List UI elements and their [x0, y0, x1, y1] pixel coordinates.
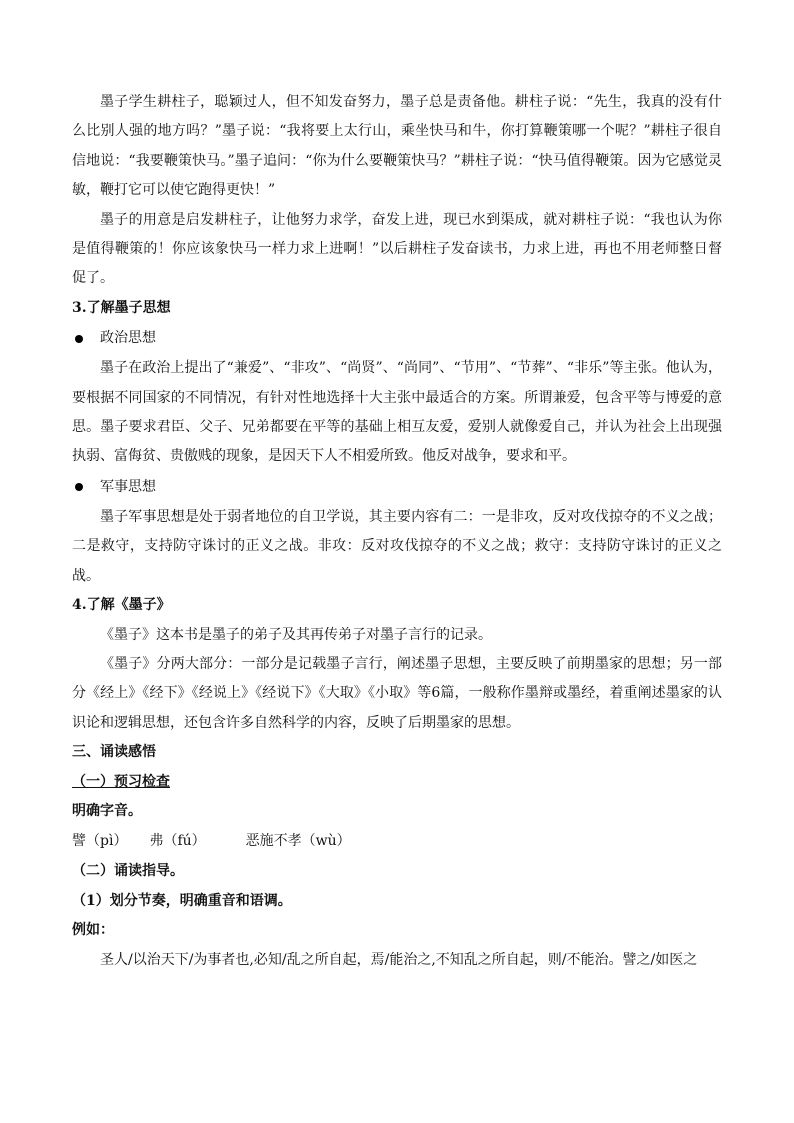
preview-check-heading	[72, 768, 722, 797]
politics-paragraph: 墨子在政治上提出了“兼爱”、“非攻”、“尚贤”、“尚同”、“节用”、“节葬”、“非乐”等主张。他认为，要根据不同国家的不同情况，有针对性地选择十大主张中最适合的方案。所谓兼爱，包含平等与博爱的意思。墨子要求君臣、父子、兄弟都要在平等的基础上相互友爱，爱别人就像爱自己，并认为社会上出现强执弱、富侮贫、贵傲贱的现象，是因天下人不相爱所致。他反对战争，要求和平。	[72, 360, 722, 465]
section-3-heading: 3.了解墨子思想	[72, 299, 171, 316]
pinyin-item: 弗（fú）	[149, 833, 206, 850]
mozi-book-paragraph-1: 《墨子》这本书是墨子的弟子及其再传弟子对墨子言行的记录。	[100, 626, 492, 643]
pinyin-item: 譬（pì）	[72, 833, 128, 850]
story-paragraph-1: 墨子学生耕柱子，聪颖过人，但不知发奋努力，墨子总是责备他。耕柱子说：“先生，我真的没有什么比别人强的地方吗？”墨子说：“我将要上太行山，乘坐快马和牛，你打算鞭策哪一个呢？”耕柱子很自信地说：“我要鞭策快马。”墨子追问：“你为什么要鞭策快马？”耕柱子说：“快马值得鞭策。因为它感觉灵敏，鞭打它可以使它跑得更快！”	[72, 94, 722, 199]
document-page	[72, 88, 722, 975]
bullet-label-politics: 政治思想	[100, 330, 156, 347]
bullet-icon	[75, 483, 83, 491]
preview-check-title: （一）预习检查	[72, 773, 170, 790]
bullet-item-military	[72, 472, 722, 503]
rhythm-heading: （1）划分节奏，明确重音和语调。	[72, 892, 292, 909]
pinyin-item: 恶施不孝（wù）	[245, 833, 351, 850]
part-3-heading: 三、诵读感悟	[72, 744, 156, 761]
example-label: 例如：	[72, 922, 114, 939]
reading-guide-heading: （二）诵读指导。	[72, 863, 184, 880]
example-paragraph: 圣人/以治天下/为事者也,必知/乱之所自起，焉/能治之,不知乱之所自起，则/不能治。譬之/如医之	[100, 951, 698, 968]
bullet-label-military: 军事思想	[100, 478, 156, 495]
mozi-book-paragraph-2: 《墨子》分两大部分：一部分是记载墨子言行，阐述墨子思想，主要反映了前期墨家的思想；另一部分《经上》《经下》《经说上》《经说下》《大取》《小取》等6篇，一般称作墨辩或墨经，着重阐述墨家的认识论和逻辑思想，还包含许多自然科学的内容，反映了后期墨家的思想。	[72, 655, 722, 731]
section-4-heading: 4.了解《墨子》	[72, 597, 171, 614]
pronunciation-heading: 明确字音。	[72, 802, 142, 819]
bullet-item-politics	[72, 323, 722, 354]
bullet-icon	[75, 335, 83, 343]
story-paragraph-2: 墨子的用意是启发耕柱子，让他努力求学，奋发上进，现已水到渠成，就对耕柱子说：“我也认为你是值得鞭策的！你应该象快马一样力求上进啊！”以后耕柱子发奋读书，力求上进，再也不用老师整日督促了。	[72, 211, 722, 287]
military-paragraph: 墨子军事思想是处于弱者地位的自卫学说，其主要内容有二：一是非攻，反对攻伐掠夺的不义之战；二是救守，支持防守诛讨的正义之战。非攻：反对攻伐掠夺的不义之战；救守：支持防守诛讨的正义之战。	[72, 508, 722, 584]
pinyin-list	[72, 826, 722, 857]
